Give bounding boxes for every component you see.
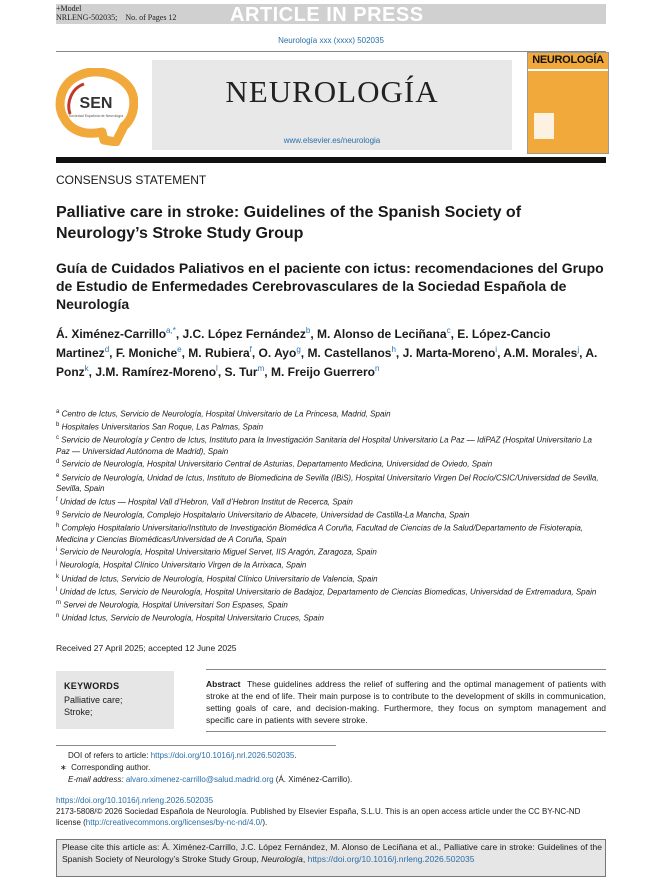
author-name: J. Marta-Moreno: [402, 346, 496, 360]
journal-cover-image: [527, 52, 609, 154]
affiliation-item: [56, 558, 606, 571]
author-name: A. Ponz: [56, 346, 598, 379]
sen-logo-text: SEN: [79, 95, 113, 112]
author-affiliation-mark[interactable]: a,*: [166, 326, 176, 335]
author-name: S. Tur: [224, 365, 258, 379]
citation-journal: Neurología: [261, 854, 303, 864]
journal-name: NEUROLOGÍA: [225, 74, 439, 109]
author-name: M. Freijo Guerrero: [270, 365, 375, 379]
affiliation-key: a: [56, 409, 60, 415]
citation-separator: ,: [302, 854, 306, 864]
affiliation-item: [56, 495, 606, 508]
author-affiliation-mark[interactable]: m: [257, 364, 265, 373]
author-affiliation-mark[interactable]: f: [249, 345, 252, 354]
affiliation-text: Hospitales Universitarios San Roque, Las Palmas, Spain: [61, 422, 264, 432]
license-text: 2173-5808/© 2026 Sociedad Española de Neurología. Published by Elsevier España, S.L.U. This is an open access article under the CC BY-NC-ND license (: [56, 807, 581, 827]
affiliation-text: Neurología, Hospital Clínico Universitario Virgen de la Arrixaca, Spain: [59, 561, 307, 571]
author-name: M. Rubiera: [188, 346, 250, 360]
affiliation-item: [56, 508, 606, 521]
cover-info-block: [534, 113, 554, 139]
abstract-bottom-rule: [206, 731, 606, 732]
author-name: J.M. Ramírez-Moreno: [95, 365, 217, 379]
article-type: CONSENSUS STATEMENT: [56, 173, 207, 187]
cover-title: NEUROLOGÍA: [532, 54, 604, 66]
doi-license-block: [56, 795, 606, 828]
affiliation-item: [56, 545, 606, 558]
affiliation-key: e: [56, 472, 60, 479]
author-name: J.C. López Fernández: [182, 327, 306, 341]
author-affiliation-mark[interactable]: g: [296, 345, 301, 354]
corresponding-mark: ∗: [60, 763, 67, 772]
affiliation-item: [56, 598, 606, 611]
cover-rule: [528, 69, 608, 71]
affiliation-text: Servicio de Neurología, Hospital Universitario Miguel Servet, IIS Aragón, Zaragoza, Spain: [59, 547, 377, 557]
email-label: E-mail address:: [68, 775, 124, 784]
affiliation-key: c: [56, 435, 59, 442]
article-id-line: [56, 13, 176, 22]
license-link[interactable]: http://creativecommons.org/licenses/by-nc-nd/4.0/: [85, 818, 263, 827]
affiliation-text: Servei de Neurologia, Hospital Universitari Son Espases, Spain: [63, 600, 288, 610]
affiliation-key: n: [56, 613, 60, 620]
doi-refers-link[interactable]: https://doi.org/10.1016/j.nrl.2026.502035: [150, 751, 295, 760]
email-link[interactable]: alvaro.ximenez-carrillo@salud.madrid.org: [125, 775, 274, 784]
footnotes: [56, 750, 606, 786]
journal-url-link[interactable]: www.elsevier.es/neurologia: [283, 136, 381, 145]
citation-doi-link[interactable]: https://doi.org/10.1016/j.nrleng.2026.502035: [307, 854, 475, 864]
author-name: M. Alonso de Leciñana: [316, 327, 447, 341]
abstract-label: Abstract: [206, 679, 241, 689]
author-affiliation-mark[interactable]: c: [446, 326, 451, 335]
affiliation-text: Complejo Hospitalario Universitario/Instituto de Investigación Biomédica A Coruña, Facultad de Ciencias de la Salud/Departamento de Fisioterapia, Medicina y Ciencias Biomédicas/Universidad de A Coruña, Spain: [56, 523, 584, 544]
author-affiliation-mark[interactable]: e: [177, 345, 182, 354]
affiliation-key: d: [56, 459, 60, 466]
corresponding-author-line: [56, 762, 606, 774]
affiliation-item: [56, 433, 606, 457]
keywords-title: KEYWORDS: [64, 681, 120, 691]
affiliation-item: [56, 611, 606, 624]
author-list: Á. Ximénez-Carrillo$^{a,*}$, J.C. López Fernández$^b$, M. Alonso de Leciñana$^c$, E. López-Cancio Martinez$^d$, F. Moniche$^e$, M. Rubiera$^f$, O. Ayo$^g$, M. Castellanos$^h$, J. Marta-Moreno$^i$, A.M. Morales$^j$, A. Ponz$^k$, J.M. Ramírez-Moreno$^l$, S. Tur$^m$, M. Freijo Guerrero$^n$: [56, 326, 598, 379]
affiliation-key: g: [56, 509, 60, 516]
affiliation-list: [56, 407, 606, 624]
author-affiliation-mark[interactable]: n: [374, 364, 380, 373]
affiliation-text: Servicio de Neurología, Unidad de Ictus, Instituto de Biomedicina de Sevilla (IBiS), Hospital Universitario Virgen Del Rocío/CSIC/Universidad de Sevilla, Sevilla, Spain: [56, 473, 599, 494]
license-line: [56, 806, 606, 828]
affiliation-key: f: [56, 496, 58, 503]
author-affiliation-mark[interactable]: k: [84, 364, 89, 373]
abstract-top-rule: [206, 669, 606, 670]
author-affiliation-mark[interactable]: d: [104, 345, 110, 354]
sen-logo: [54, 68, 138, 146]
author-affiliation-mark[interactable]: h: [391, 345, 396, 354]
author-affiliation-mark[interactable]: i: [495, 345, 498, 354]
article-title: Palliative care in stroke: Guidelines of the Spanish Society of Neurology’s Stroke Study Group: [56, 204, 522, 242]
author-affiliation-mark[interactable]: l: [216, 364, 218, 373]
author-name: A.M. Morales: [503, 346, 578, 360]
affiliation-text: Centro de Ictus, Servicio de Neurología, Hospital Universitario de La Princesa, Madrid, Spain: [61, 409, 391, 419]
abstract-text: These guidelines address the relief of suffering and the optimal management of patients with stroke at the end of life. Their main purpose is to contribute to the development of skills in communication, setting goals of care, and decision-making. Furthermore, they focus on symptom management and specific care in patients with severe stroke.: [206, 679, 606, 725]
footnote-rule: [56, 745, 336, 746]
affiliation-text: Unidad de Ictus, Servicio de Neurología, Hospital Clínico Universitario de Valencia, Spain: [61, 574, 378, 584]
affiliation-text: Servicio de Neurología y Centro de Ictus, Instituto para la Investigación Sanitaria del Hospital Universitario La Paz — IdiPAZ (Hospital Universitario La Paz — Universidad Autónoma de Madrid), Spain: [56, 435, 593, 456]
affiliation-item: [56, 471, 606, 495]
page-count: No. of Pages 12: [125, 13, 177, 22]
affiliation-item: [56, 585, 606, 598]
author-name: F. Moniche: [115, 346, 178, 360]
affiliation-key: k: [56, 573, 59, 580]
affiliation-key: i: [56, 547, 58, 554]
received-dates: Received 27 April 2025; accepted 12 June 2025: [56, 643, 237, 653]
affiliation-item: [56, 457, 606, 470]
author-affiliation-mark[interactable]: b: [305, 326, 311, 335]
keyword-item: Palliative care;: [64, 695, 123, 705]
affiliation-text: Servicio de Neurología, Complejo Hospitalario Universitario de Albacete, Universidad de Castilla-La Mancha, Spain: [61, 510, 470, 520]
header-thick-rule: [56, 157, 606, 163]
keywords-list: [64, 694, 123, 718]
keyword-item: Stroke;: [64, 707, 93, 717]
affiliation-item: [56, 521, 606, 545]
abstract: [206, 678, 606, 726]
author-name: E. López-Cancio Martinez: [56, 327, 551, 360]
affiliation-item: [56, 572, 606, 585]
author-affiliation-mark[interactable]: j: [577, 345, 580, 354]
model-label: +Model: [56, 4, 82, 13]
affiliation-text: Unidad de Ictus, Servicio de Neurología, Hospital Universitario de Badajoz, Departamento de Ciencias Biomedicas, Universidad de Extremadura, Spain: [59, 587, 597, 597]
header-divider: [56, 51, 606, 52]
citation-body: Please cite this article as: Á. Ximénez-Carrillo, J.C. López Fernández, M. Alonso de Leciñana et al., Palliative care in stroke: Guidelines of the Spanish Society of Neurology’s Stroke Study Group,: [62, 842, 602, 864]
affiliation-item: [56, 407, 606, 420]
email-owner: (Á. Ximénez-Carrillo).: [275, 775, 353, 784]
author-name: M. Castellanos: [307, 346, 392, 360]
license-end: ).: [262, 818, 268, 827]
affiliation-text: Unidad de Ictus — Hospital Vall d’Hebron, Vall d’Hebron Institut de Recerca, Spain: [59, 497, 353, 507]
article-in-press-label: ARTICLE IN PRESS: [230, 4, 424, 26]
affiliation-key: h: [56, 523, 60, 530]
article-doi-link[interactable]: https://doi.org/10.1016/j.nrleng.2026.502035: [56, 796, 214, 805]
citation-text: [62, 841, 602, 865]
affiliation-key: l: [56, 586, 58, 593]
author-name: Á. Ximénez-Carrillo: [56, 327, 167, 341]
affiliation-key: b: [56, 422, 60, 429]
article-id: NRLENG-502035;: [56, 13, 118, 22]
doi-refers-label: DOI of refers to article:: [68, 751, 149, 760]
email-line: [56, 774, 606, 786]
affiliation-item: [56, 420, 606, 433]
article-title-spanish: Guía de Cuidados Paliativos en el paciente con ictus: recomendaciones del Grupo de Estudio de Enfermedades Cerebrovasculares de la Sociedad Española de Neurología: [56, 260, 604, 312]
doi-refers-line: DOI of refers to article: https://doi.org/10.1016/j.nrl.2026.502035.: [68, 751, 297, 760]
corresponding-label: Corresponding author.: [71, 763, 151, 772]
affiliation-key: j: [56, 560, 58, 567]
affiliation-text: Unidad Ictus, Servicio de Neurología, Hospital Universitario Cruces, Spain: [61, 613, 324, 623]
affiliation-text: Servicio de Neurología, Hospital Universitario Central de Asturias, Departamento Medicina, Universidad de Oviedo, Spain: [61, 460, 493, 470]
author-name: O. Ayo: [258, 346, 297, 360]
journal-reference[interactable]: Neurología xxx (xxxx) 502035: [278, 36, 384, 45]
affiliation-key: m: [56, 599, 61, 606]
sen-logo-subtext: Sociedad Española de Neurología: [68, 114, 124, 118]
